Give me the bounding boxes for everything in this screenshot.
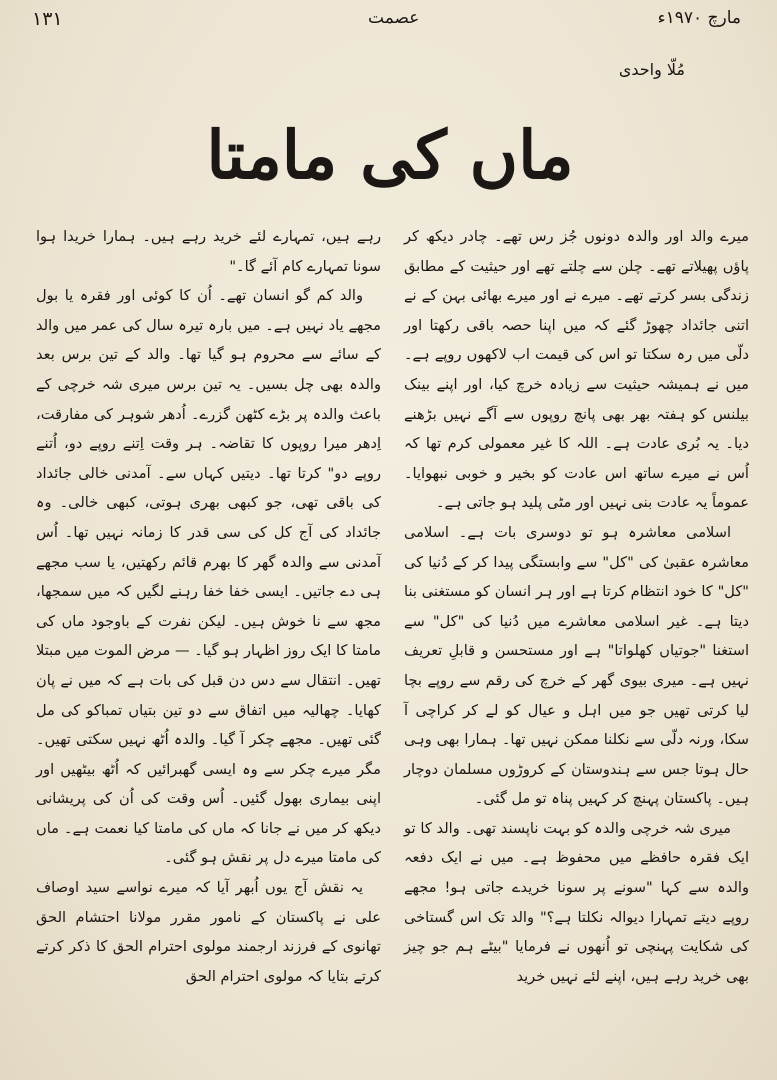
text-column-right [404, 222, 749, 991]
paragraph: یہ نقش آج یوں اُبھر آیا کہ میرے نواسے سید اوصاف علی نے پاکستان کے نامور مقرر مولانا احتشام الحق تھانوی کے فرزند ارجمند مولوی احترام الحق کا ذکر کرتے کرتے بتایا کہ مولوی احترام الحق [36, 879, 381, 985]
text-column-left [36, 222, 381, 991]
article-author: مُلّا واحدی [618, 60, 685, 79]
page-number: ۱۳۱ [32, 8, 63, 30]
magazine-name: عصمت [368, 8, 420, 28]
paragraph: والد کم گو انسان تھے۔ اُن کا کوئی اور فقرہ یا بول مجھے یاد نہیں ہے۔ میں بارہ تیرہ سال کی عمر میں والد کے سائے سے محروم ہو گیا تھا۔ والد کے تین برس بعد والدہ بھی چل بسیں۔ یہ تین برس میری شہ خرچی کے باعث والدہ پر بڑے کٹھن گزرے۔ اُدھر شوہر کی مفارقت، اِدھر میرا روپوں کا تقاضہ۔ ہر وقت اِتنے روپے دو، اُتنے روپے دو" کرتا تھا۔ دیتیں کہاں سے۔ آمدنی خالی جائداد کی باقی تھی، جو کبھی بھری ہوتی، کبھی خالی۔ وہ جائداد کی آج کل کی سی قدر کا زمانہ نہیں تھا۔ اُس آمدنی سے والدہ گھر کا بھرم قائم رکھتیں، یا سب مجھے ہی دے جاتیں۔ ایسی خفا خفا رہنے لگیں کہ میں سمجھا، مجھ سے نا خوش ہیں۔ لیکن نفرت کے باوجود ماں کی مامتا کا ایک روز اظہار ہو گیا۔ — مرض الموت میں مبتلا تھیں۔ انتقال سے دس دن قبل کی بات ہے کہ میں نے پان کھایا۔ چھالیہ میں اتفاق سے دو تین بتیاں تمباکو کی مل گئی تھیں۔ مجھے چکر آ گیا۔ والدہ اُٹھ نہیں سکتی تھیں۔ مگر میرے چکر سے وہ ایسی گھبرائیں کہ اُٹھ بیٹھیں اور اپنی بیماری بھول گئیں۔ اُس وقت کی اُن کی پریشانی دیکھ کر میں نے جانا کہ ماں کی مامتا کیا نعمت ہے۔ ماں کی مامتا میرے دل پر نقش ہو گئی۔ [36, 287, 381, 867]
paragraph: رہے ہیں، تمہارے لئے خرید رہے ہیں۔ ہمارا خریدا ہوا سونا تمہارے کام آئے گا۔" [36, 228, 381, 275]
paragraph: میرے والد اور والدہ دونوں جُز رس تھے۔ چادر دیکھ کر پاؤں پھیلاتے تھے۔ چلن سے چلتے تھے اور حیثیت کے مطابق زندگی بسر کرتے تھے۔ میرے نے اور میرے بھائی بہن کے نے اتنی جائداد چھوڑ گئے کہ میں اپنا حصہ باقی رکھتا اور دلّی میں رہ سکتا تو اس کی قیمت اب لاکھوں روپے ہے۔ میں نے ہمیشہ حیثیت سے زیادہ خرچ کیا، اور اپنے بینک بیلنس کو ہفتہ بھر بھی پانچ روپوں سے آگے نہیں بڑھنے دیا۔ یہ بُری عادت ہے۔ اللہ کا غیر معمولی کرم تھا کہ اُس نے میرے ساتھ اس عادت کو بخیر و خوبی نبھوایا۔ عموماً یہ عادت بنی نہیں اور مٹی پلید ہو جاتی ہے۔ [404, 228, 749, 512]
article-title: ماں کی مامتا [206, 116, 574, 194]
paragraph: میری شہ خرچی والدہ کو بہت ناپسند تھی۔ والد کا تو ایک فقرہ حافظے میں محفوظ ہے۔ میں نے ایک دفعہ والدہ سے کہا "سونے پر سونا خریدے جاتی ہو! مجھے روپے دیتے تمہارا دیوالہ نکلتا ہے؟" والد تک اس گستاخی کی شکایت پہنچی تو اُنھوں نے فرمایا "بیٹے ہم جو چیز بھی خرید رہے ہیں، اپنے لئے نہیں خرید [404, 819, 749, 985]
issue-date: مارچ ۱۹۷۰ء [657, 8, 741, 28]
paragraph: اسلامی معاشرہ ہو تو دوسری بات ہے۔ اسلامی معاشرہ عقبیٰ کی "کل" سے وابستگی پیدا کر کے دُنیا کی "کل" کا خود انتظام کرتا ہے اور ہر انسان کو مستغنی بنا دیتا ہے۔ غیر اسلامی معاشرے میں دُنیا کی "کل" سے استغنا "جوتیاں کھلواتا" ہے اور مستحسن و قابلِ تعریف نہیں ہے۔ میری بیوی گھر کے خرچ کی رقم سے روپے بچا لیا کرتی تھیں جو میں اہل و عیال کو لے کر کراچی آ سکا، ورنہ دلّی سے نکلنا ممکن نہیں تھا۔ ہمارا بھی وہی حال ہوتا جس سے ہندوستان کے کروڑوں مسلمان دوچار ہیں۔ پاکستان پہنچ کر کہیں پناہ تو مل گئی۔ [404, 523, 749, 808]
